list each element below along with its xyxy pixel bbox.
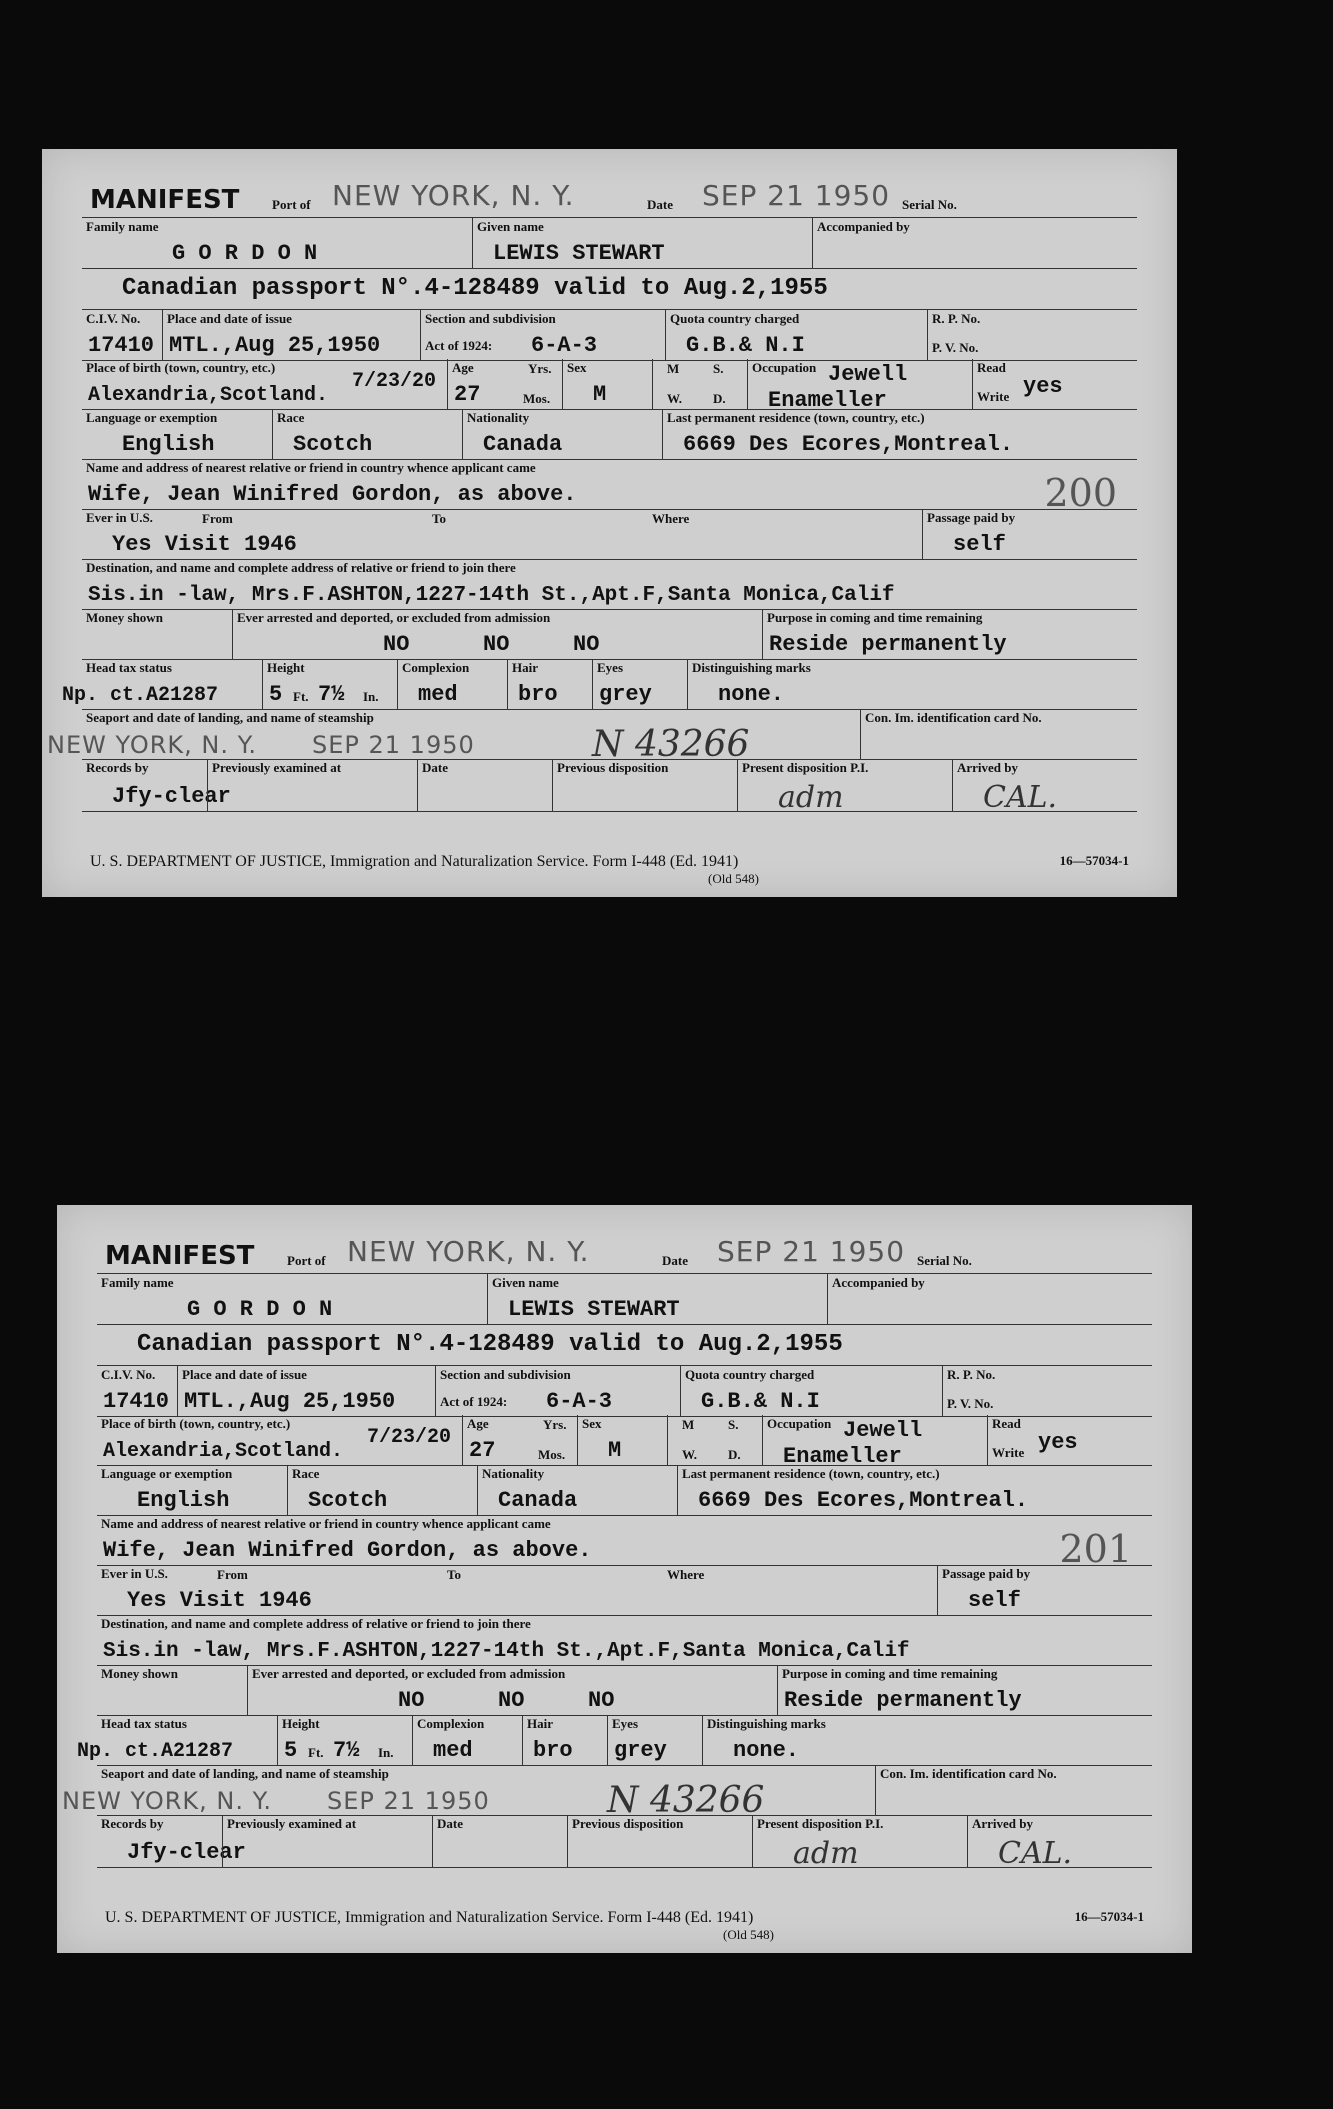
given-name-label: Given name [477,219,544,234]
issue-label: Place and date of issue [167,311,292,326]
section-value: 6-A-3 [546,1389,613,1414]
height-in-value: 7½ [318,682,345,707]
passport-line: Canadian passport N°.4-128489 valid to Aug.2,1955 [122,275,828,302]
from-label: From [217,1567,248,1582]
headtax-value: Np. ct.A21287 [77,1740,234,1763]
nationality-value: Canada [498,1488,578,1513]
where-label: Where [652,511,690,526]
purpose-label: Purpose in coming and time remaining [767,610,983,625]
ever-us-value: Yes Visit 1946 [127,1588,312,1613]
in-label: In. [378,1745,394,1760]
footer-old: (Old 548) [723,1927,774,1942]
height-label: Height [267,660,305,675]
prev-disp-label: Previous disposition [572,1816,684,1831]
pv-label: P. V. No. [947,1396,994,1411]
civ-label: C.I.V. No. [86,311,141,326]
seaport-date-stamp: SEP 21 1950 [327,1787,490,1815]
date-stamp: SEP 21 1950 [702,179,891,212]
to-label: To [432,511,446,526]
rp-label: R. P. No. [947,1367,996,1382]
present-disp-value: adm [778,780,844,815]
read-label: Read [992,1416,1021,1431]
eyes-label: Eyes [597,660,623,675]
nationality-label: Nationality [482,1466,545,1481]
family-name-value: G O R D O N [187,1297,333,1322]
arrested-3: NO [573,632,600,657]
to-label: To [447,1567,461,1582]
issue-value: MTL.,Aug 25,1950 [169,333,381,358]
arrested-1: NO [398,1688,425,1713]
residence-label: Last permanent residence (town, country, etc.) [667,410,925,425]
age-value: 27 [454,382,481,407]
footer-old: (Old 548) [708,871,759,886]
arrested-2: NO [498,1688,525,1713]
age-label: Age [452,360,474,375]
eyes-value: grey [599,682,652,707]
destination-label: Destination, and name and complete address of relative or friend to join there [86,560,516,575]
headtax-label: Head tax status [101,1716,187,1731]
card-number: 200 [1044,471,1117,515]
family-name-value: G O R D O N [172,241,318,266]
hair-label: Hair [512,660,538,675]
footer-code: 16—57034-1 [1074,1909,1144,1924]
language-label: Language or exemption [86,410,218,425]
yrs-label: Yrs. [543,1417,567,1432]
complexion-value: med [433,1738,473,1763]
passage-value: self [968,1588,1021,1613]
seaport-handwritten: N 43266 [592,724,750,765]
complexion-value: med [418,682,458,707]
birth-label: Place of birth (town, country, etc.) [101,1416,291,1431]
quota-value: G.B.& N.I [701,1389,820,1414]
marital-d-label: D. [713,391,726,406]
sex-label: Sex [582,1416,602,1431]
language-value: English [122,432,215,457]
seaport-handwritten: N 43266 [607,1780,765,1821]
records-label: Records by [101,1816,164,1831]
birth-label: Place of birth (town, country, etc.) [86,360,276,375]
section-value: 6-A-3 [531,333,598,358]
quota-label: Quota country charged [685,1367,815,1382]
occupation-line1: Jewell [828,362,908,387]
race-label: Race [277,410,305,425]
marital-w-label: W. [682,1447,698,1462]
present-disp-label: Present disposition P.I. [742,760,869,775]
purpose-label: Purpose in coming and time remaining [782,1666,998,1681]
language-label: Language or exemption [101,1466,233,1481]
records-value: Jfy-clear [127,1840,246,1865]
arrived-label: Arrived by [972,1816,1034,1831]
birth-date-value: 7/23/20 [352,370,437,393]
sex-label: Sex [567,360,587,375]
yrs-label: Yrs. [528,361,552,376]
birth-place-value: Alexandria,Scotland. [88,384,329,407]
pv-label: P. V. No. [932,340,979,355]
marital-d-label: D. [728,1447,741,1462]
residence-value: 6669 Des Ecores,Montreal. [683,432,1014,457]
complexion-label: Complexion [417,1716,485,1731]
seaport-date-stamp: SEP 21 1950 [312,731,475,759]
age-label: Age [467,1416,489,1431]
read-write-value: yes [1038,1430,1078,1455]
serial-label: Serial No. [902,197,957,212]
hair-label: Hair [527,1716,553,1731]
birth-date-value: 7/23/20 [367,1426,452,1449]
manifest-card-2 [57,1205,1192,1953]
race-value: Scotch [293,432,373,457]
section-label: Section and subdivision [440,1367,571,1382]
act-label: Act of 1924: [425,338,493,353]
marital-w-label: W. [667,391,683,406]
money-label: Money shown [101,1666,178,1681]
quota-value: G.B.& N.I [686,333,805,358]
manifest-card-1 [42,149,1177,897]
relative-value: Wife, Jean Winifred Gordon, as above. [103,1538,592,1563]
rp-label: R. P. No. [932,311,981,326]
section-label: Section and subdivision [425,311,556,326]
footer-text: U. S. DEPARTMENT OF JUSTICE, Immigration and Naturalization Service. Form I-448 (Ed. 1941) [105,1909,754,1926]
in-label: In. [363,689,379,704]
footer-code: 16—57034-1 [1059,853,1129,868]
records-label: Records by [86,760,149,775]
occupation-label: Occupation [767,1416,832,1431]
given-name-label: Given name [492,1275,559,1290]
relative-value: Wife, Jean Winifred Gordon, as above. [88,482,577,507]
ft-label: Ft. [308,1745,324,1760]
sex-value: M [608,1438,622,1463]
sex-value: M [593,382,607,407]
manifest-heading: MANIFEST [90,185,240,215]
read-write-value: yes [1023,374,1063,399]
write-label: Write [992,1445,1025,1460]
headtax-label: Head tax status [86,660,172,675]
port-label: Port of [287,1253,326,1268]
port-stamp: NEW YORK, N. Y. [332,179,575,212]
seaport-label: Seaport and date of landing, and name of steamship [86,710,374,725]
ever-us-label: Ever in U.S. [101,1566,168,1581]
accompanied-label: Accompanied by [832,1275,925,1290]
present-disp-value: adm [793,1836,859,1871]
footer [105,1909,1144,1942]
act-label: Act of 1924: [440,1394,508,1409]
language-value: English [137,1488,230,1513]
write-label: Write [977,389,1010,404]
marks-label: Distinguishing marks [692,660,811,675]
height-label: Height [282,1716,320,1731]
birth-place-value: Alexandria,Scotland. [103,1440,344,1463]
relative-label: Name and address of nearest relative or friend in country whence applicant came [86,460,536,475]
arrested-2: NO [483,632,510,657]
passage-label: Passage paid by [942,1566,1031,1581]
ft-label: Ft. [293,689,309,704]
prev-exam-label: Previously examined at [212,760,342,775]
date2-label: Date [437,1816,463,1831]
given-name-value: LEWIS STEWART [508,1297,680,1322]
family-name-label: Family name [101,1275,174,1290]
marks-label: Distinguishing marks [707,1716,826,1731]
prev-exam-label: Previously examined at [227,1816,357,1831]
age-value: 27 [469,1438,496,1463]
arrested-label: Ever arrested and deported, or excluded from admission [252,1666,566,1681]
mos-label: Mos. [523,391,551,406]
destination-value: Sis.in -law, Mrs.F.ASHTON,1227-14th St.,Apt.F,Santa Monica,Calif [103,1640,910,1663]
footer [90,853,1129,886]
date-stamp: SEP 21 1950 [717,1235,906,1268]
arrested-label: Ever arrested and deported, or excluded from admission [237,610,551,625]
present-disp-label: Present disposition P.I. [757,1816,884,1831]
residence-label: Last permanent residence (town, country, etc.) [682,1466,940,1481]
issue-label: Place and date of issue [182,1367,307,1382]
height-ft-value: 5 [284,1738,298,1763]
civ-value: 17410 [88,333,155,358]
headtax-value: Np. ct.A21287 [62,684,219,707]
destination-value: Sis.in -law, Mrs.F.ASHTON,1227-14th St.,Apt.F,Santa Monica,Calif [88,584,895,607]
conim-label: Con. Im. identification card No. [880,1766,1057,1781]
hair-value: bro [533,1738,573,1763]
passage-value: self [953,532,1006,557]
manifest-heading: MANIFEST [105,1241,255,1271]
marital-m-label: M [667,361,680,376]
family-name-label: Family name [86,219,159,234]
seaport-stamp: NEW YORK, N. Y. [47,731,258,759]
marks-value: none. [718,682,785,707]
accompanied-label: Accompanied by [817,219,910,234]
card-number: 201 [1059,1527,1132,1571]
destination-label: Destination, and name and complete address of relative or friend to join there [101,1616,531,1631]
where-label: Where [667,1567,705,1582]
records-value: Jfy-clear [112,784,231,809]
purpose-value: Reside permanently [784,1688,1022,1713]
eyes-label: Eyes [612,1716,638,1731]
arrived-label: Arrived by [957,760,1019,775]
civ-value: 17410 [103,1389,170,1414]
relative-label: Name and address of nearest relative or friend in country whence applicant came [101,1516,551,1531]
eyes-value: grey [614,1738,667,1763]
money-label: Money shown [86,610,163,625]
date-label: Date [662,1253,688,1268]
conim-label: Con. Im. identification card No. [865,710,1042,725]
from-label: From [202,511,233,526]
given-name-value: LEWIS STEWART [493,241,665,266]
port-stamp: NEW YORK, N. Y. [347,1235,590,1268]
mos-label: Mos. [538,1447,566,1462]
ever-us-label: Ever in U.S. [86,510,153,525]
read-label: Read [977,360,1006,375]
purpose-value: Reside permanently [769,632,1007,657]
marital-s-label: S. [728,1417,739,1432]
date2-label: Date [422,760,448,775]
height-ft-value: 5 [269,682,283,707]
issue-value: MTL.,Aug 25,1950 [184,1389,396,1414]
nationality-label: Nationality [467,410,530,425]
arrived-value: CAL. [983,780,1058,815]
arrived-value: CAL. [998,1836,1073,1871]
occupation-line1: Jewell [843,1418,923,1443]
ever-us-value: Yes Visit 1946 [112,532,297,557]
residence-value: 6669 Des Ecores,Montreal. [698,1488,1029,1513]
hair-value: bro [518,682,558,707]
port-label: Port of [272,197,311,212]
occupation-line2: Enameller [768,388,887,413]
height-in-value: 7½ [333,1738,360,1763]
marital-m-label: M [682,1417,695,1432]
race-label: Race [292,1466,320,1481]
arrested-1: NO [383,632,410,657]
occupation-label: Occupation [752,360,817,375]
passport-line: Canadian passport N°.4-128489 valid to Aug.2,1955 [137,1331,843,1358]
footer-text: U. S. DEPARTMENT OF JUSTICE, Immigration and Naturalization Service. Form I-448 (Ed. 1941) [90,853,739,870]
seaport-label: Seaport and date of landing, and name of steamship [101,1766,389,1781]
occupation-line2: Enameller [783,1444,902,1469]
marital-s-label: S. [713,361,724,376]
complexion-label: Complexion [402,660,470,675]
date-label: Date [647,197,673,212]
serial-label: Serial No. [917,1253,972,1268]
civ-label: C.I.V. No. [101,1367,156,1382]
arrested-3: NO [588,1688,615,1713]
seaport-stamp: NEW YORK, N. Y. [62,1787,273,1815]
prev-disp-label: Previous disposition [557,760,669,775]
race-value: Scotch [308,1488,388,1513]
nationality-value: Canada [483,432,563,457]
quota-label: Quota country charged [670,311,800,326]
marks-value: none. [733,1738,800,1763]
passage-label: Passage paid by [927,510,1016,525]
